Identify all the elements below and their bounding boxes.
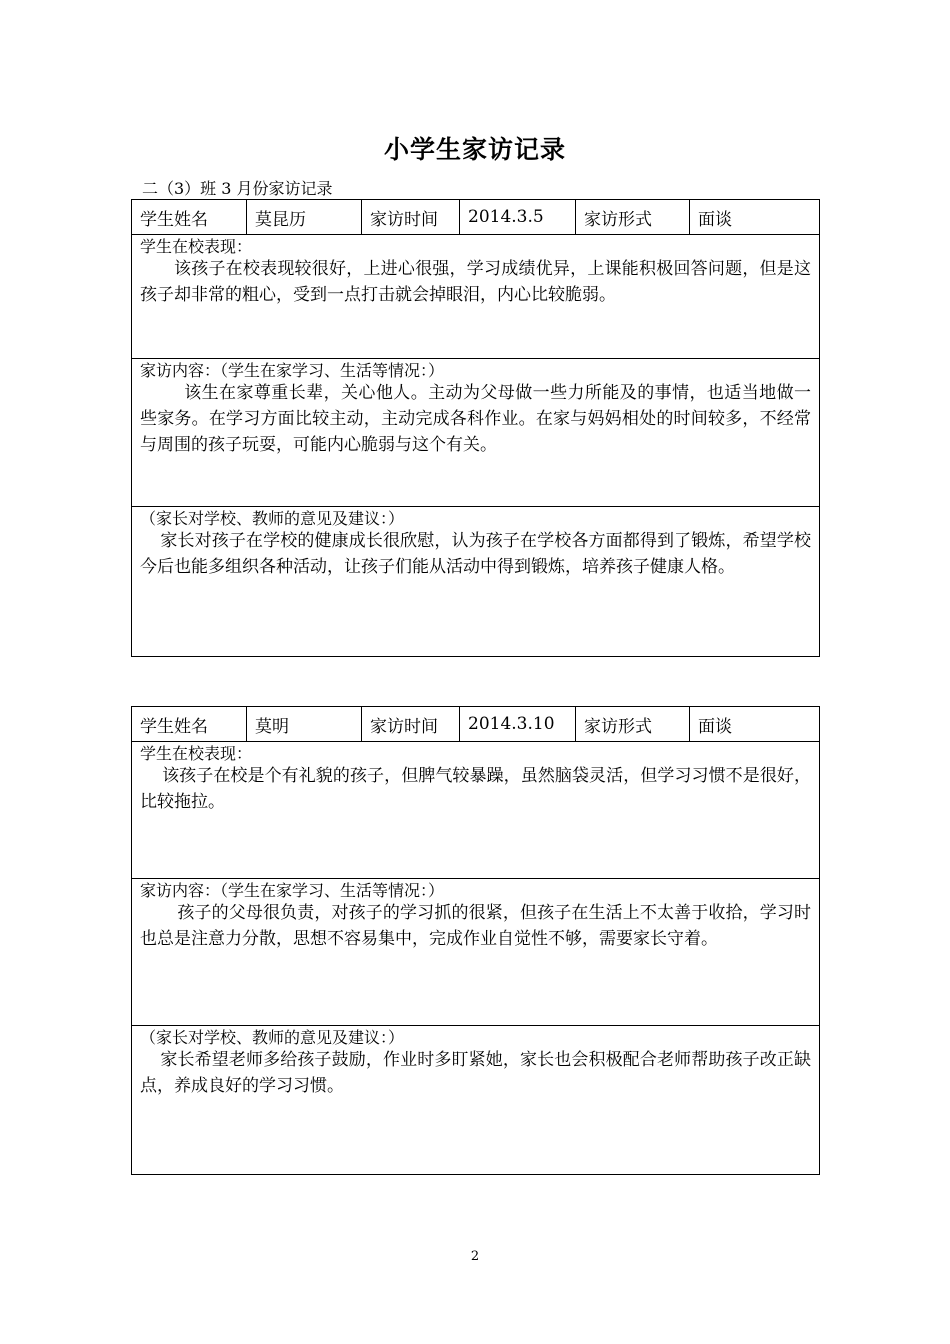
school-performance-label: 学生在校表现：	[140, 237, 253, 256]
school-performance-text: 该孩子在校是个有礼貌的孩子，但脾气较暴躁，虽然脑袋灵活，但学习习惯不是很好，比较拖拉。	[140, 766, 811, 812]
visit-time-label: 家访时间	[362, 200, 460, 235]
home-visit-content-text: 该生在家尊重长辈，关心他人。主动为父母做一些力所能及的事情，也适当地做一些家务。在学习方面比较主动，主动完成各科作业。在家与妈妈相处的时间较多，不经常与周围的孩子玩耍，可能内心脆弱与这个有关。	[140, 383, 811, 455]
school-performance-cell	[132, 742, 820, 879]
school-performance-text: 该孩子在校表现较很好，上进心很强，学习成绩优异，上课能积极回答问题，但是这孩子却非常的粗心，受到一点打击就会掉眼泪，内心比较脆弱。	[140, 259, 811, 305]
record-header-row	[132, 707, 820, 742]
record-header-row	[132, 200, 820, 235]
home-visit-content-cell	[132, 359, 820, 507]
class-subtitle: 二（3）班 3 月份家访记录	[142, 179, 333, 198]
visit-time-label: 家访时间	[362, 707, 460, 742]
school-performance-label: 学生在校表现：	[140, 744, 253, 763]
home-visit-content-label: 家访内容：（学生在家学习、生活等情况：）	[140, 881, 445, 900]
school-performance-cell	[132, 235, 820, 359]
home-visit-content-label: 家访内容：（学生在家学习、生活等情况：）	[140, 361, 445, 380]
page-title: 小学生家访记录	[383, 135, 566, 164]
parent-advice-label: （家长对学校、教师的意见及建议：）	[140, 1028, 405, 1047]
visit-form-label: 家访形式	[576, 707, 690, 742]
page-number: 2	[470, 1249, 480, 1264]
visit-record-table	[131, 199, 820, 657]
parent-advice-label: （家长对学校、教师的意见及建议：）	[140, 509, 405, 528]
student-name-value: 莫明	[247, 707, 362, 742]
student-name-label: 学生姓名	[132, 200, 247, 235]
visit-form-value: 面谈	[690, 200, 820, 235]
parent-advice-cell	[132, 1026, 820, 1175]
visit-form-value: 面谈	[690, 707, 820, 742]
parent-advice-cell	[132, 507, 820, 657]
home-visit-content-cell	[132, 879, 820, 1026]
visit-time-value: 2014.3.5	[460, 200, 576, 235]
parent-advice-text: 家长对孩子在学校的健康成长很欣慰，认为孩子在学校各方面都得到了锻炼，希望学校今后也能多组织各种活动，让孩子们能从活动中得到锻炼，培养孩子健康人格。	[140, 531, 811, 577]
home-visit-content-text: 孩子的父母很负责，对孩子的学习抓的很紧，但孩子在生活上不太善于收拾，学习时也总是注意力分散，思想不容易集中，完成作业自觉性不够，需要家长守着。	[140, 903, 811, 949]
parent-advice-text: 家长希望老师多给孩子鼓励，作业时多盯紧她，家长也会积极配合老师帮助孩子改正缺点，养成良好的学习习惯。	[140, 1050, 811, 1096]
visit-form-label: 家访形式	[576, 200, 690, 235]
visit-time-value: 2014.3.10	[460, 707, 576, 742]
student-name-label: 学生姓名	[132, 707, 247, 742]
visit-record-table	[131, 706, 820, 1175]
student-name-value: 莫昆历	[247, 200, 362, 235]
